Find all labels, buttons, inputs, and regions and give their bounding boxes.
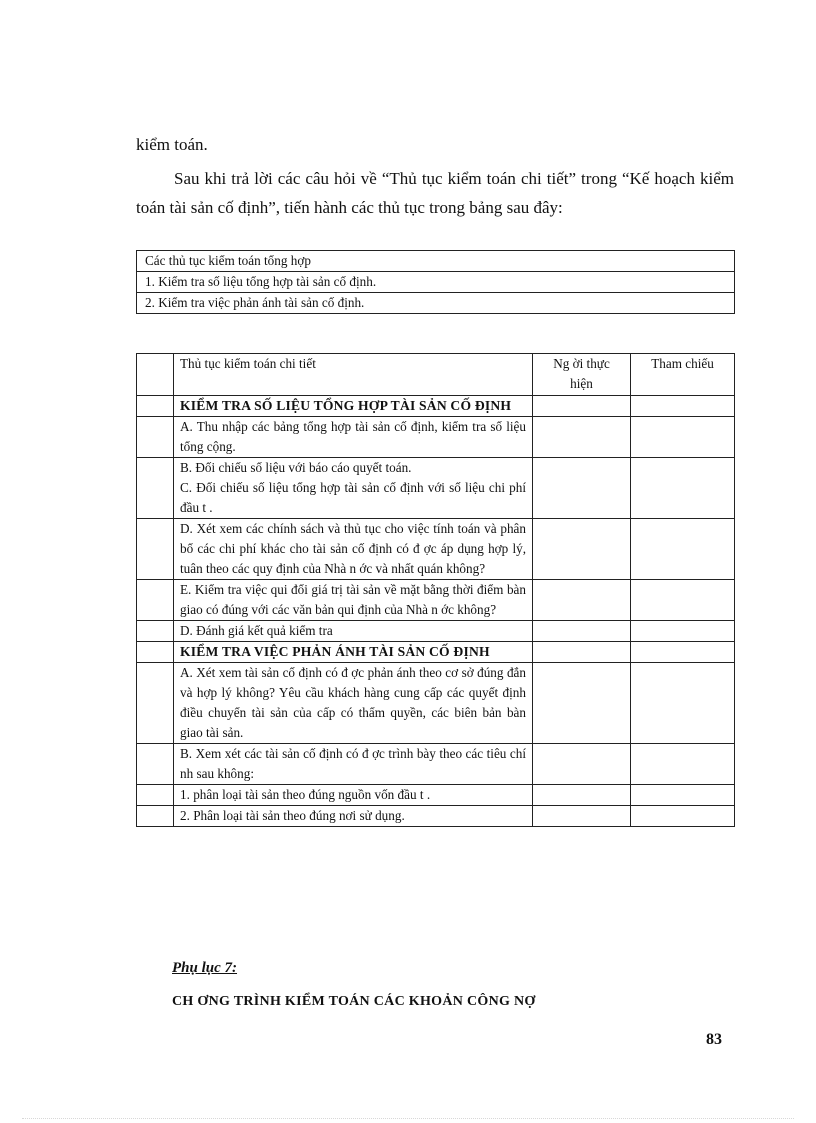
performer-header-line1: Ng ời thực (553, 356, 610, 371)
procedure-line: B. Đối chiếu số liệu với báo cáo quyết toán. (180, 460, 412, 475)
performer-cell (533, 663, 631, 744)
table-header-row (137, 354, 735, 396)
table-row (137, 272, 735, 293)
summary-table-cell: 2. Kiểm tra việc phản ánh tài sản cố định. (137, 293, 735, 314)
reference-cell (631, 417, 735, 458)
table-row (137, 744, 735, 785)
procedure-cell (174, 458, 533, 519)
performer-cell (533, 785, 631, 806)
index-cell (137, 642, 174, 663)
index-cell (137, 663, 174, 744)
procedure-header: Thủ tục kiểm toán chi tiết (174, 354, 533, 396)
procedure-cell: 1. phân loại tài sản theo đúng nguồn vốn đầu t . (174, 785, 533, 806)
section-heading-cell: KIỂM TRA SỐ LIỆU TỔNG HỢP TÀI SẢN CỐ ĐỊNH (174, 396, 533, 417)
index-cell (137, 744, 174, 785)
table-row (137, 396, 735, 417)
index-cell (137, 396, 174, 417)
intro-paragraph: Sau khi trả lời các câu hỏi về “Thủ tục kiểm toán chi tiết” trong “Kế hoạch kiểm toán tài sản cố định”, tiến hành các thủ tục trong bảng sau đây: (136, 169, 734, 217)
reference-cell (631, 744, 735, 785)
procedure-cell: A. Thu nhập các bảng tổng hợp tài sản cố định, kiểm tra số liệu tổng cộng. (174, 417, 533, 458)
performer-cell (533, 396, 631, 417)
reference-cell (631, 806, 735, 827)
performer-cell (533, 458, 631, 519)
performer-header-line2: hiện (570, 376, 593, 391)
page-number: 83 (706, 1031, 722, 1048)
index-cell (137, 417, 174, 458)
performer-cell (533, 806, 631, 827)
procedure-cell: D. Xét xem các chính sách và thủ tục cho việc tính toán và phân bổ các chi phí khác cho tài sản cố định có đ ợc áp dụng hợp lý, tuân theo các quy định của Nhà n ớc và nhất quán không? (174, 519, 533, 580)
continued-text: kiểm toán. (136, 135, 208, 154)
index-cell (137, 519, 174, 580)
summary-procedures-table (136, 250, 735, 314)
index-cell (137, 806, 174, 827)
table-row (137, 580, 735, 621)
index-cell (137, 621, 174, 642)
performer-header (533, 354, 631, 396)
procedure-line: C. Đối chiếu số liệu tổng hợp tài sản cố định với số liệu chi phí đầu t . (180, 480, 526, 515)
performer-cell (533, 744, 631, 785)
procedure-cell: D. Đánh giá kết quả kiểm tra (174, 621, 533, 642)
procedure-cell: A. Xét xem tài sản cố định có đ ợc phản ánh theo cơ sở đúng đắn và hợp lý không? Yêu cầu khách hàng cung cấp các quyết định điều chuyển tài sản của cấp có thẩm quyền, các biên bản bàn giao tài sản. (174, 663, 533, 744)
table-row (137, 642, 735, 663)
table-row (137, 806, 735, 827)
reference-cell (631, 642, 735, 663)
reference-cell (631, 785, 735, 806)
table-row (137, 519, 735, 580)
index-cell (137, 785, 174, 806)
summary-table-header: Các thủ tục kiểm toán tổng hợp (137, 251, 735, 272)
table-row (137, 663, 735, 744)
index-cell (137, 580, 174, 621)
reference-header: Tham chiếu (631, 354, 735, 396)
table-row (137, 621, 735, 642)
program-title: CH ƠNG TRÌNH KIỂM TOÁN CÁC KHOẢN CÔNG NỢ (172, 994, 536, 1009)
performer-cell (533, 519, 631, 580)
summary-table-cell: 1. Kiểm tra số liệu tổng hợp tài sản cố định. (137, 272, 735, 293)
table-row (137, 293, 735, 314)
procedure-cell: 2. Phân loại tài sản theo đúng nơi sử dụng. (174, 806, 533, 827)
section-heading-cell: KIỂM TRA VIỆC PHẢN ÁNH TÀI SẢN CỐ ĐỊNH (174, 642, 533, 663)
procedure-cell: E. Kiểm tra việc qui đổi giá trị tài sản về mặt bằng thời điểm bàn giao có đúng với các văn bản qui định của Nhà n ớc không? (174, 580, 533, 621)
reference-cell (631, 396, 735, 417)
reference-cell (631, 519, 735, 580)
appendix-label: Phụ lục 7: (172, 960, 238, 976)
footer-divider (22, 1118, 794, 1119)
reference-cell (631, 458, 735, 519)
performer-cell (533, 642, 631, 663)
procedure-cell: B. Xem xét các tài sản cố định có đ ợc trình bày theo các tiêu chí nh sau không: (174, 744, 533, 785)
performer-cell (533, 580, 631, 621)
performer-cell (533, 621, 631, 642)
performer-cell (533, 417, 631, 458)
reference-cell (631, 663, 735, 744)
table-row (137, 251, 735, 272)
table-row (137, 417, 735, 458)
index-cell (137, 458, 174, 519)
table-row (137, 785, 735, 806)
reference-cell (631, 580, 735, 621)
index-header-cell (137, 354, 174, 396)
reference-cell (631, 621, 735, 642)
detail-procedures-table (136, 353, 735, 827)
table-row (137, 458, 735, 519)
